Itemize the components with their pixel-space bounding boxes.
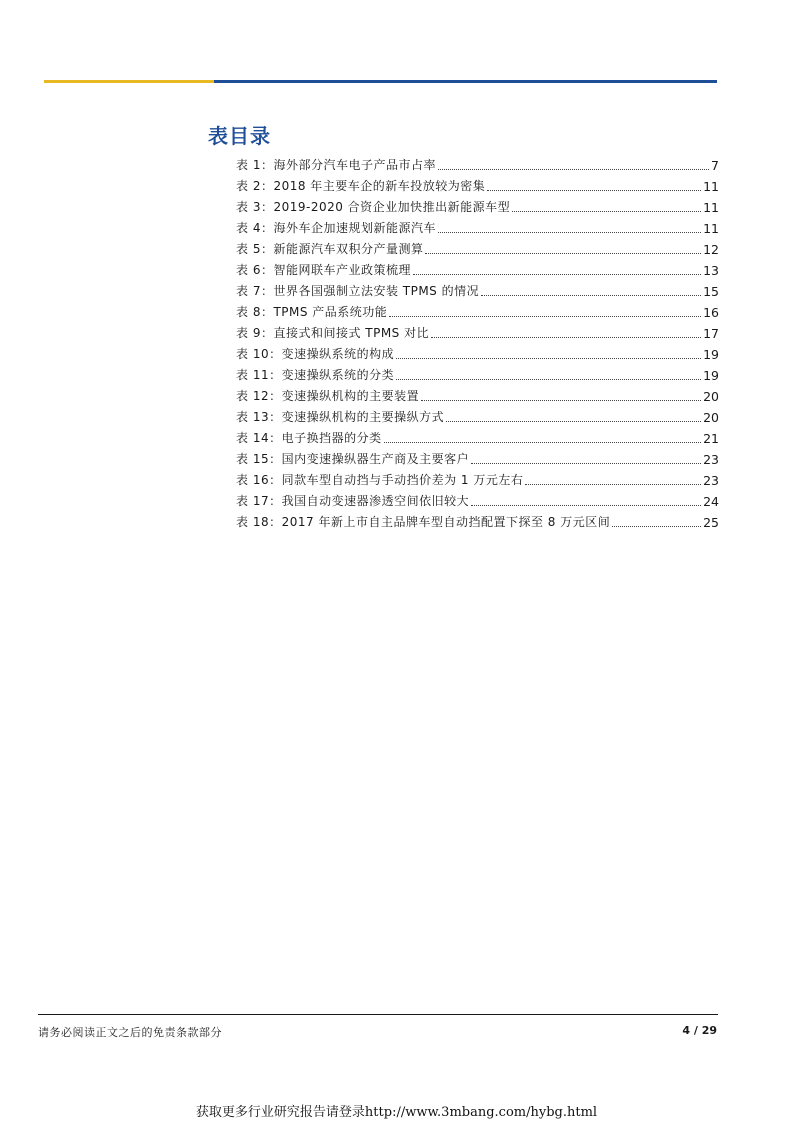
toc-leader-dots xyxy=(438,232,701,233)
toc-entry-page: 17 xyxy=(703,326,719,341)
toc-entry-label: 表 14：电子换挡器的分类 xyxy=(236,431,382,445)
toc-title: 表目录 xyxy=(208,124,271,148)
toc-entry-page: 25 xyxy=(703,515,719,530)
toc-entry[interactable] xyxy=(236,428,719,449)
toc-entry-page: 7 xyxy=(711,158,719,173)
toc-entry-page: 13 xyxy=(703,263,719,278)
toc-entry-page: 23 xyxy=(703,452,719,467)
toc-entry-label: 表 15：国内变速操纵器生产商及主要客户 xyxy=(236,452,470,466)
toc-leader-dots xyxy=(431,337,701,338)
toc-leader-dots xyxy=(389,316,701,317)
toc-entry[interactable] xyxy=(236,491,719,512)
toc-entry-label: 表 11：变速操纵系统的分类 xyxy=(236,368,395,382)
toc-entry[interactable] xyxy=(236,386,719,407)
toc-entry-label: 表 12：变速操纵机构的主要装置 xyxy=(236,389,420,403)
toc-leader-dots xyxy=(413,274,701,275)
footer-disclaimer: 请务必阅读正文之后的免责条款部分 xyxy=(38,1026,222,1039)
toc-entry-page: 21 xyxy=(703,431,719,446)
toc-leader-dots xyxy=(471,463,701,464)
toc-leader-dots xyxy=(525,484,701,485)
toc-entry[interactable] xyxy=(236,155,719,176)
toc-entry-label: 表 1：海外部分汽车电子产品市占率 xyxy=(236,158,436,172)
toc-leader-dots xyxy=(421,400,701,401)
toc-leader-dots xyxy=(396,379,701,380)
toc-entry-label: 表 6：智能网联车产业政策梳理 xyxy=(236,263,411,277)
toc-entry[interactable] xyxy=(236,470,719,491)
toc-leader-dots xyxy=(481,295,701,296)
toc-entry-page: 15 xyxy=(703,284,719,299)
toc-entry-page: 16 xyxy=(703,305,719,320)
toc-leader-dots xyxy=(396,358,701,359)
toc-leader-dots xyxy=(487,190,701,191)
toc-entry-page: 12 xyxy=(703,242,719,257)
toc-entry[interactable] xyxy=(236,281,719,302)
toc-entry[interactable] xyxy=(236,344,719,365)
toc-entry[interactable] xyxy=(236,239,719,260)
toc-entry-label: 表 9：直接式和间接式 TPMS 对比 xyxy=(236,326,430,340)
footer-divider xyxy=(38,1014,718,1015)
toc-entry-page: 19 xyxy=(703,368,719,383)
toc-entry-label: 表 18：2017 年新上市自主品牌车型自动挡配置下探至 8 万元区间 xyxy=(236,515,611,529)
header-accent-gold xyxy=(44,80,214,83)
toc-entry-label: 表 16：同款车型自动挡与手动挡价差为 1 万元左右 xyxy=(236,473,524,487)
toc-entry-label: 表 4：海外车企加速规划新能源汽车 xyxy=(236,221,436,235)
toc-entry-label: 表 17：我国自动变速器渗透空间依旧较大 xyxy=(236,494,470,508)
toc-entry-label: 表 8：TPMS 产品系统功能 xyxy=(236,305,388,319)
toc-entry[interactable] xyxy=(236,512,719,533)
toc-entry-page: 20 xyxy=(703,389,719,404)
toc-leader-dots xyxy=(512,211,701,212)
toc-entry-label: 表 10：变速操纵系统的构成 xyxy=(236,347,395,361)
toc-entry[interactable] xyxy=(236,365,719,386)
toc-entry[interactable] xyxy=(236,218,719,239)
toc-entry[interactable] xyxy=(236,260,719,281)
toc-entry-page: 23 xyxy=(703,473,719,488)
toc-list xyxy=(236,155,719,533)
toc-entry-label: 表 7：世界各国强制立法安装 TPMS 的情况 xyxy=(236,284,480,298)
toc-entry[interactable] xyxy=(236,323,719,344)
toc-entry-page: 11 xyxy=(703,179,719,194)
toc-entry-page: 24 xyxy=(703,494,719,509)
toc-entry-label: 表 2：2018 年主要车企的新车投放较为密集 xyxy=(236,179,486,193)
toc-entry-label: 表 13：变速操纵机构的主要操纵方式 xyxy=(236,410,445,424)
toc-entry-label: 表 3：2019-2020 合资企业加快推出新能源车型 xyxy=(236,200,511,214)
toc-leader-dots xyxy=(384,442,702,443)
page-number: 4 / 29 xyxy=(682,1024,717,1037)
toc-entry-label: 表 5：新能源汽车双积分产量测算 xyxy=(236,242,424,256)
toc-leader-dots xyxy=(425,253,701,254)
toc-entry-page: 19 xyxy=(703,347,719,362)
toc-entry[interactable] xyxy=(236,302,719,323)
toc-entry[interactable] xyxy=(236,407,719,428)
toc-leader-dots xyxy=(438,169,709,170)
toc-entry-page: 11 xyxy=(703,200,719,215)
toc-entry-page: 11 xyxy=(703,221,719,236)
toc-leader-dots xyxy=(612,526,701,527)
toc-entry-page: 20 xyxy=(703,410,719,425)
header-accent-blue xyxy=(214,80,717,83)
toc-entry[interactable] xyxy=(236,176,719,197)
toc-leader-dots xyxy=(446,421,701,422)
footer-promo-link[interactable]: 获取更多行业研究报告请登录http://www.3mbang.com/hybg.html xyxy=(195,1105,598,1120)
toc-leader-dots xyxy=(471,505,701,506)
toc-entry[interactable] xyxy=(236,449,719,470)
toc-entry[interactable] xyxy=(236,197,719,218)
